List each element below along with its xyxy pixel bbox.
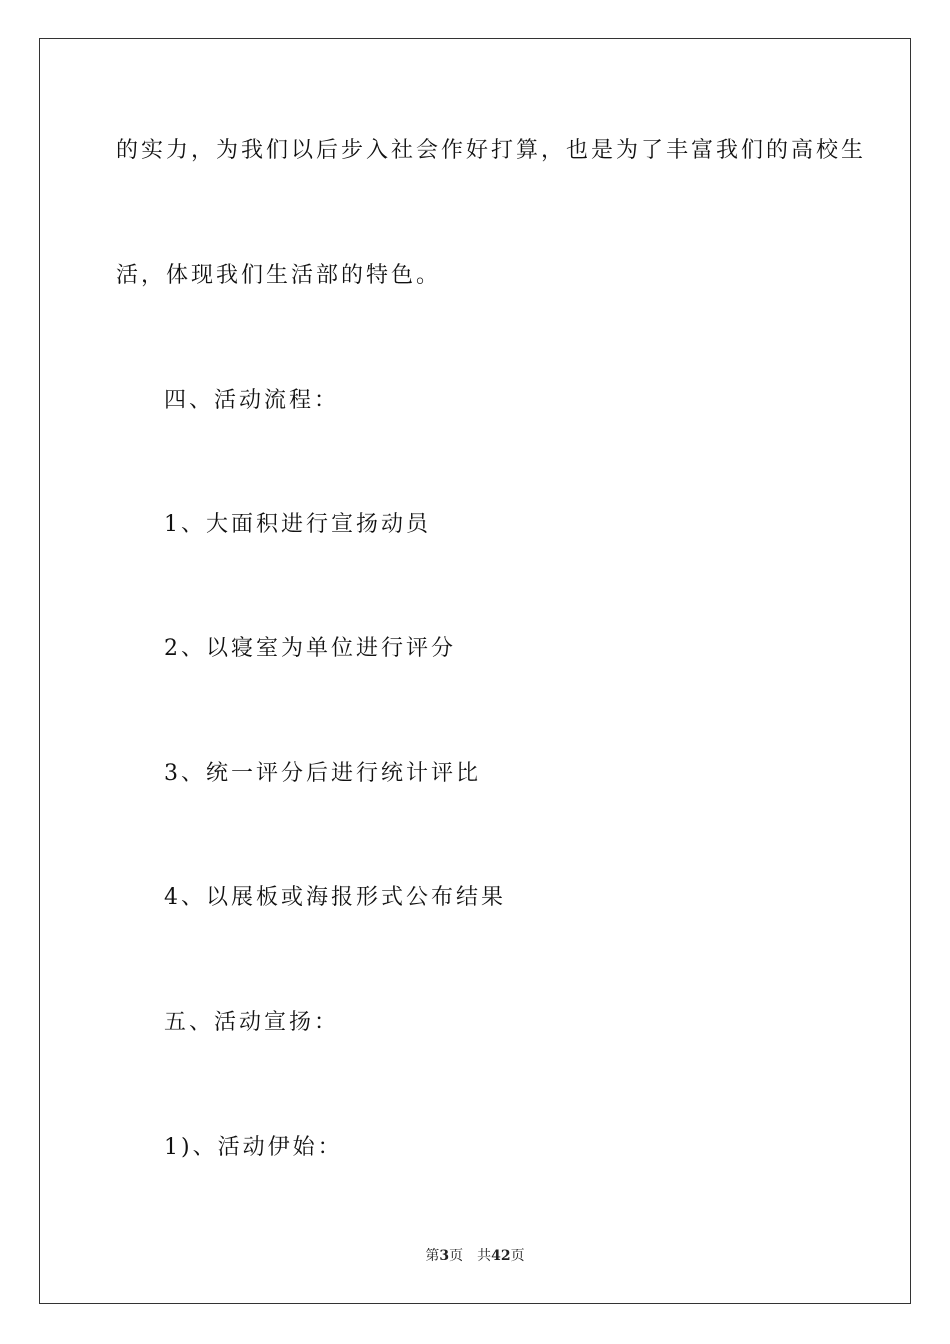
section-heading: 五、活动宣扬： (164, 1010, 340, 1035)
section-heading: 四、活动流程： (164, 388, 340, 413)
page-suffix: 页 (449, 1248, 464, 1264)
paragraph-line: 的实力，为我们以后步入社会作好打算，也是为了丰富我们的高校生 (116, 138, 867, 163)
total-suffix: 页 (510, 1248, 525, 1264)
list-item: 2、以寝室为单位进行评分 (164, 636, 456, 661)
list-item: 4、以展板或海报形式公布结果 (164, 885, 506, 910)
page-prefix: 第 (425, 1248, 440, 1264)
total-pages: 42 (491, 1248, 511, 1264)
total-prefix: 共 (477, 1248, 492, 1264)
page-footer (0, 1247, 950, 1265)
page-frame (39, 38, 911, 1304)
list-item: 1、大面积进行宣扬动员 (164, 512, 431, 537)
sub-heading: 1)、活动伊始： (164, 1135, 343, 1160)
list-item: 3、统一评分后进行统计评比 (164, 761, 481, 786)
paragraph-line: 活，体现我们生活部的特色。 (116, 263, 442, 288)
page-number: 3 (439, 1248, 450, 1264)
